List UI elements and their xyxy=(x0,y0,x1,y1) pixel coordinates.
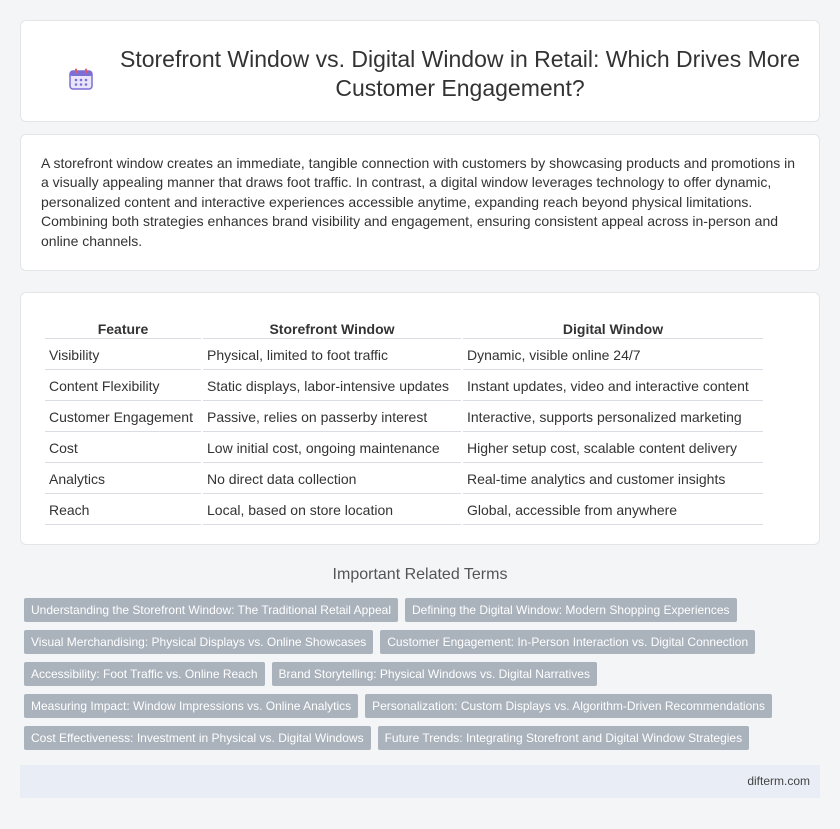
header-digital-window: Digital Window xyxy=(463,319,763,339)
cell-feature: Cost xyxy=(45,434,201,463)
cell-storefront: Passive, relies on passerby interest xyxy=(203,403,461,432)
comparison-table-card xyxy=(20,292,820,545)
tag-row xyxy=(24,694,814,718)
header-feature: Feature xyxy=(45,319,201,339)
related-term-link[interactable]: Accessibility: Foot Traffic vs. Online Reach xyxy=(24,662,265,686)
cell-feature: Reach xyxy=(45,496,201,525)
header-card xyxy=(20,20,820,122)
footer xyxy=(20,765,820,798)
table-row xyxy=(45,496,763,525)
table-row xyxy=(45,403,763,432)
related-terms-title: Important Related Terms xyxy=(332,566,508,583)
intro-paragraph: A storefront window creates an immediate, tangible connection with customers by showcasing products and promotions in a visually appealing manner that draws foot traffic. In contrast, a digital window leverages technology to offer dynamic, personalized content and interactive experiences accessible anytime, expanding reach beyond physical limitations. Combining both strategies enhances brand visibility and engagement, ensuring consistent appeal across in-person and online channels. xyxy=(41,155,796,249)
cell-storefront: Local, based on store location xyxy=(203,496,461,525)
cell-digital: Dynamic, visible online 24/7 xyxy=(463,341,763,370)
table-row xyxy=(45,341,763,370)
intro-card xyxy=(20,134,820,271)
comparison-table xyxy=(43,317,765,527)
related-term-link[interactable]: Personalization: Custom Displays vs. Algorithm-Driven Recommendations xyxy=(365,694,772,718)
page-title: Storefront Window vs. Digital Window in Retail: Which Drives More Customer Engagement? xyxy=(120,46,800,101)
cell-feature: Analytics xyxy=(45,465,201,494)
cell-digital: Instant updates, video and interactive content xyxy=(463,372,763,401)
related-term-link[interactable]: Customer Engagement: In-Person Interaction vs. Digital Connection xyxy=(380,630,755,654)
table-row xyxy=(45,465,763,494)
cell-digital: Global, accessible from anywhere xyxy=(463,496,763,525)
table-row xyxy=(45,434,763,463)
cell-feature: Customer Engagement xyxy=(45,403,201,432)
related-term-link[interactable]: Measuring Impact: Window Impressions vs. Online Analytics xyxy=(24,694,358,718)
cell-digital: Real-time analytics and customer insights xyxy=(463,465,763,494)
related-terms-list xyxy=(24,598,814,758)
cell-storefront: Static displays, labor-intensive updates xyxy=(203,372,461,401)
related-term-link[interactable]: Visual Merchandising: Physical Displays vs. Online Showcases xyxy=(24,630,373,654)
cell-feature: Content Flexibility xyxy=(45,372,201,401)
cell-storefront: No direct data collection xyxy=(203,465,461,494)
cell-feature: Visibility xyxy=(45,341,201,370)
tag-row xyxy=(24,662,814,686)
cell-storefront: Low initial cost, ongoing maintenance xyxy=(203,434,461,463)
tag-row xyxy=(24,726,814,750)
tag-row xyxy=(24,598,814,622)
tag-row xyxy=(24,630,814,654)
footer-site-link[interactable]: difterm.com xyxy=(747,774,810,788)
cell-storefront: Physical, limited to foot traffic xyxy=(203,341,461,370)
table-header-row xyxy=(45,319,763,339)
related-term-link[interactable]: Brand Storytelling: Physical Windows vs. Digital Narratives xyxy=(272,662,597,686)
cell-digital: Higher setup cost, scalable content delivery xyxy=(463,434,763,463)
related-term-link[interactable]: Cost Effectiveness: Investment in Physical vs. Digital Windows xyxy=(24,726,371,750)
header-storefront-window: Storefront Window xyxy=(203,319,461,339)
related-term-link[interactable]: Defining the Digital Window: Modern Shopping Experiences xyxy=(405,598,737,622)
related-term-link[interactable]: Future Trends: Integrating Storefront and Digital Window Strategies xyxy=(378,726,750,750)
related-term-link[interactable]: Understanding the Storefront Window: The Traditional Retail Appeal xyxy=(24,598,398,622)
cell-digital: Interactive, supports personalized marketing xyxy=(463,403,763,432)
table-row xyxy=(45,372,763,401)
